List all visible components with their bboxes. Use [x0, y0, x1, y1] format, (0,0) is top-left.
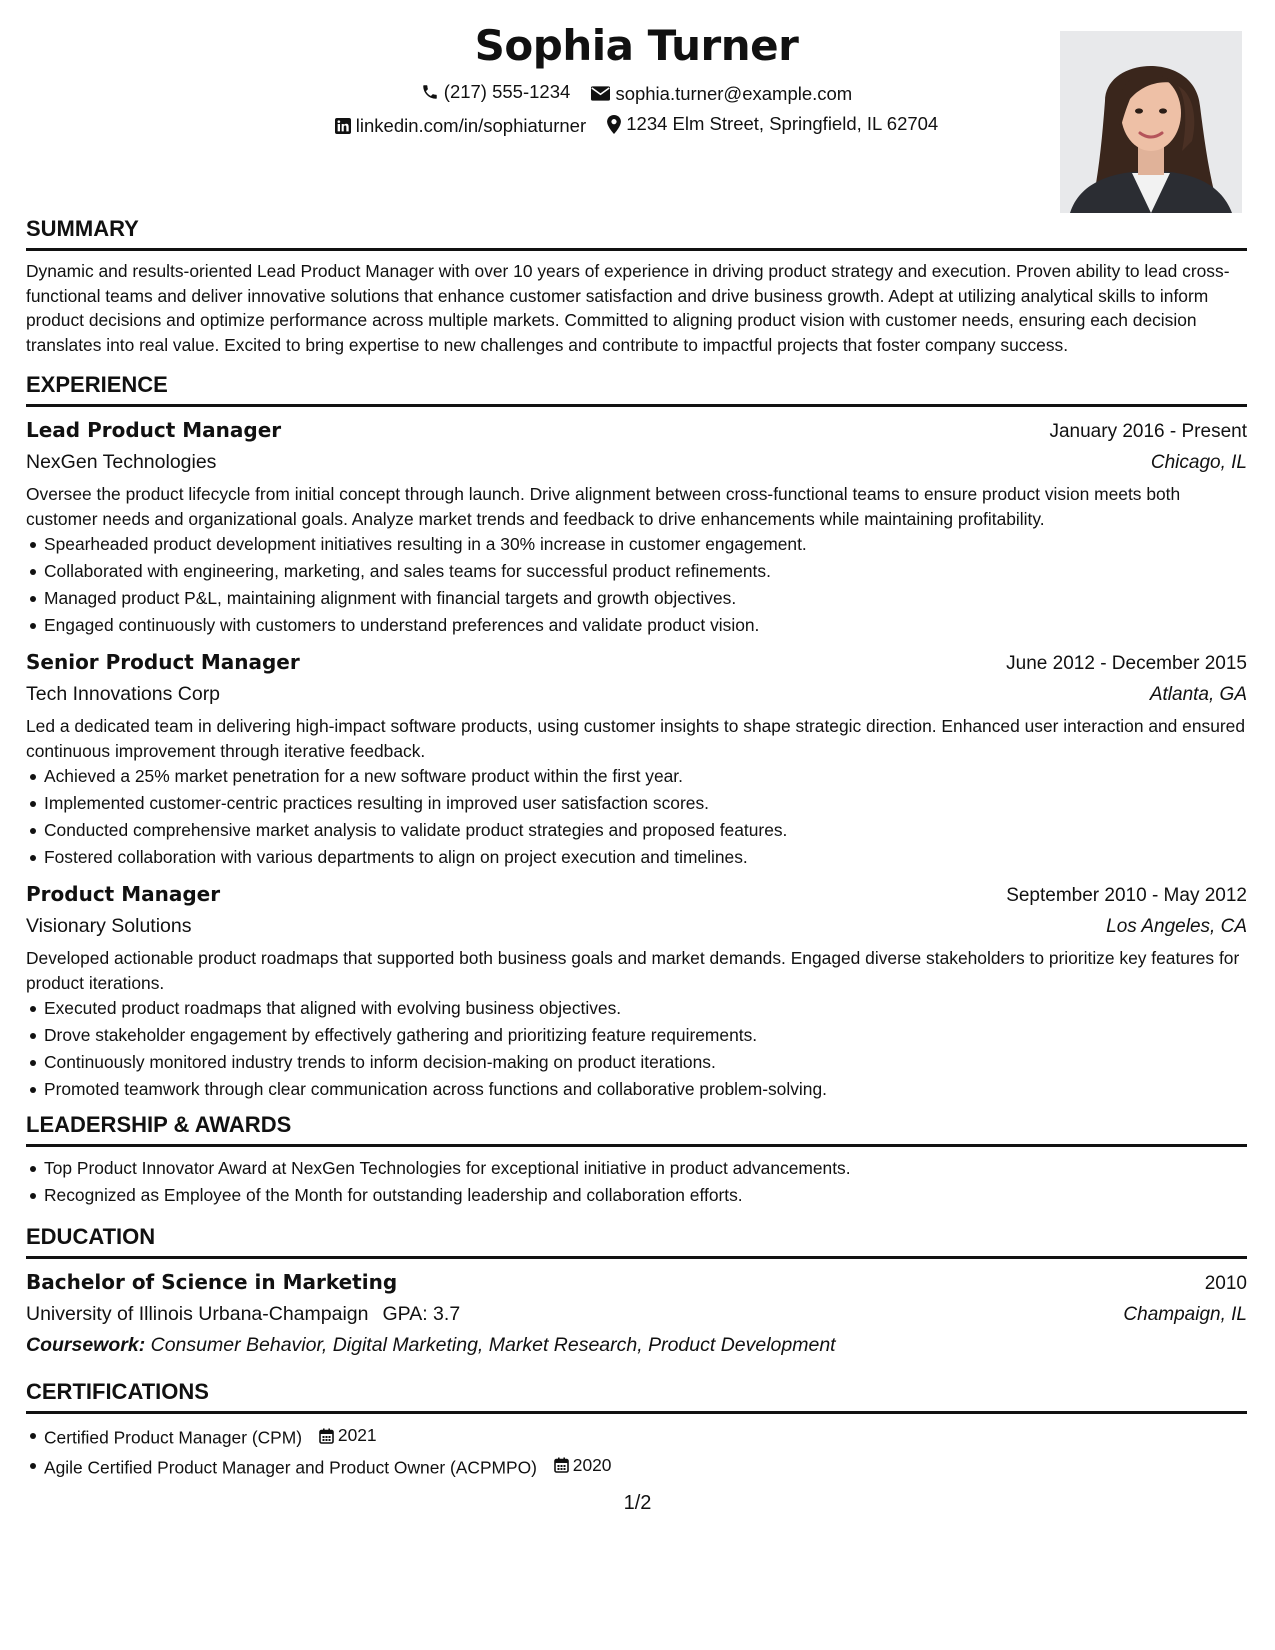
list-item [44, 1452, 1247, 1482]
list-item: Drove stakeholder engagement by effectively gathering and prioritizing feature requirements. [44, 1022, 1247, 1049]
envelope-icon [591, 86, 610, 101]
coursework [26, 1330, 1247, 1360]
job-bullets [26, 531, 1247, 639]
job-entry [26, 647, 1247, 871]
job-entry [26, 415, 1247, 639]
education-heading: EDUCATION [26, 1224, 156, 1249]
list-item: Collaborated with engineering, marketing, and sales teams for successful product refinements. [44, 558, 1247, 585]
job-dates: January 2016 - Present [1049, 421, 1247, 442]
linkedin-contact [335, 114, 586, 138]
certifications-section [26, 1378, 1247, 1481]
map-pin-icon [607, 115, 621, 134]
job-location: Atlanta, GA [1149, 684, 1247, 705]
school-location: Champaign, IL [1123, 1304, 1247, 1325]
company-name: Visionary Solutions [26, 915, 192, 937]
coursework-list: Consumer Behavior, Digital Marketing, Market Research, Product Development [150, 1334, 836, 1356]
street-address: 1234 Elm Street, Springfield, IL 62704 [626, 113, 939, 134]
job-description: Led a dedicated team in delivering high-impact software products, using customer insights to shape strategic direction. Enhanced user interaction and ensured continuous improvement through iterative feedback. [26, 716, 1246, 761]
list-item: Managed product P&L, maintaining alignment with financial targets and growth objectives. [44, 585, 1247, 612]
job-dates: September 2010 - May 2012 [1006, 885, 1247, 906]
certification-year: 2020 [572, 1454, 612, 1475]
school-info [26, 1299, 460, 1330]
list-item: Executed product roadmaps that aligned with evolving business objectives. [44, 995, 1247, 1022]
degree: Bachelor of Science in Marketing [26, 1270, 398, 1294]
section-divider [26, 404, 1247, 407]
job-location: Chicago, IL [1150, 452, 1247, 473]
education-section [26, 1223, 1247, 1360]
section-divider [26, 248, 1247, 251]
list-item [44, 1422, 1247, 1452]
certification-name: Agile Certified Product Manager and Product Owner (ACPMPO) [44, 1457, 537, 1477]
list-item: Fostered collaboration with various departments to align on project execution and timelines. [44, 844, 1247, 871]
phone-number[interactable]: (217) 555-1234 [443, 81, 571, 102]
profile-portrait [1060, 31, 1242, 213]
certification-date [554, 1452, 612, 1479]
experience-section [26, 371, 1247, 1103]
section-divider [26, 1256, 1247, 1259]
calendar-icon [554, 1457, 569, 1473]
section-divider [26, 1411, 1247, 1414]
certification-year: 2021 [337, 1425, 377, 1445]
summary-heading: SUMMARY [26, 216, 139, 241]
resume-page [26, 0, 1247, 1481]
job-bullets [26, 995, 1247, 1103]
list-item: Engaged continuously with customers to understand preferences and validate product vision. [44, 612, 1247, 639]
calendar-icon [319, 1428, 334, 1444]
job-entry [26, 879, 1247, 1103]
list-item: Recognized as Employee of the Month for outstanding leadership and collaboration efforts. [44, 1182, 1247, 1209]
certifications-list [26, 1422, 1247, 1481]
company-name: Tech Innovations Corp [26, 683, 221, 705]
list-item: Spearheaded product development initiatives resulting in a 30% increase in customer engagement. [44, 531, 1247, 558]
job-location: Los Angeles, CA [1106, 916, 1247, 937]
job-title: Product Manager [26, 882, 221, 906]
list-item: Promoted teamwork through clear communication across functions and collaborative problem-solving. [44, 1076, 1247, 1103]
job-description: Developed actionable product roadmaps that supported both business goals and market demands. Engaged diverse stakeholders to prioritize key features for product iterations. [26, 948, 1240, 993]
certifications-heading: CERTIFICATIONS [26, 1379, 209, 1404]
job-dates: June 2012 - December 2015 [1006, 653, 1247, 674]
job-title: Senior Product Manager [26, 650, 300, 674]
school-name: University of Illinois Urbana-Champaign [26, 1303, 369, 1325]
address-contact [607, 112, 938, 136]
profile-photo [1060, 31, 1242, 213]
linkedin-url[interactable]: linkedin.com/in/sophiaturner [355, 114, 587, 136]
job-description: Oversee the product lifecycle from initial concept through launch. Drive alignment between cross-functional teams to ensure product vision meets both customer needs and organizational goals. Analyze market trends and feedback to drive enhancements while maintaining profitability. [26, 484, 1181, 529]
company-name: NexGen Technologies [26, 451, 217, 473]
list-item: Conducted comprehensive market analysis to validate product strategies and proposed features. [44, 817, 1247, 844]
phone-contact [421, 80, 571, 104]
summary-section [26, 215, 1247, 357]
gpa: GPA: 3.7 [382, 1303, 461, 1325]
awards-list [26, 1155, 1247, 1209]
phone-icon [421, 83, 439, 101]
graduation-year: 2010 [1204, 1273, 1247, 1294]
linkedin-icon [335, 118, 351, 134]
coursework-label: Coursework: [26, 1334, 146, 1356]
job-bullets [26, 763, 1247, 871]
email-contact [591, 82, 852, 106]
awards-section [26, 1111, 1247, 1209]
job-title: Lead Product Manager [26, 418, 282, 442]
experience-heading: EXPERIENCE [26, 372, 168, 397]
certification-name: Certified Product Manager (CPM) [44, 1427, 303, 1448]
list-item: Implemented customer-centric practices resulting in improved user satisfaction scores. [44, 790, 1247, 817]
list-item: Achieved a 25% market penetration for a new software product within the first year. [44, 763, 1247, 790]
resume-header [26, 0, 1247, 215]
candidate-name: Sophia Turner [474, 21, 799, 70]
email-address[interactable]: sophia.turner@example.com [615, 82, 853, 104]
summary-text: Dynamic and results-oriented Lead Product Manager with over 10 years of experience in driving product strategy and execution. Proven ability to lead cross-functional teams and deliver innovative solutions that enhance customer satisfaction and drive business growth. Adept at utilizing analytical skills to inform product decisions and optimize performance across multiple markets. Committed to aligning product vision with customer needs, ensuring each decision translates into real value. Excited to bring expertise to new challenges and contribute to impactful projects that foster company success. [26, 261, 1230, 355]
section-divider [26, 1144, 1247, 1147]
page-number: 1/2 [623, 1492, 652, 1514]
list-item: Continuously monitored industry trends to inform decision-making on product iterations. [44, 1049, 1247, 1076]
awards-heading: LEADERSHIP & AWARDS [26, 1112, 292, 1137]
list-item: Top Product Innovator Award at NexGen Technologies for exceptional initiative in product advancements. [44, 1155, 1247, 1182]
certification-date [319, 1422, 377, 1449]
